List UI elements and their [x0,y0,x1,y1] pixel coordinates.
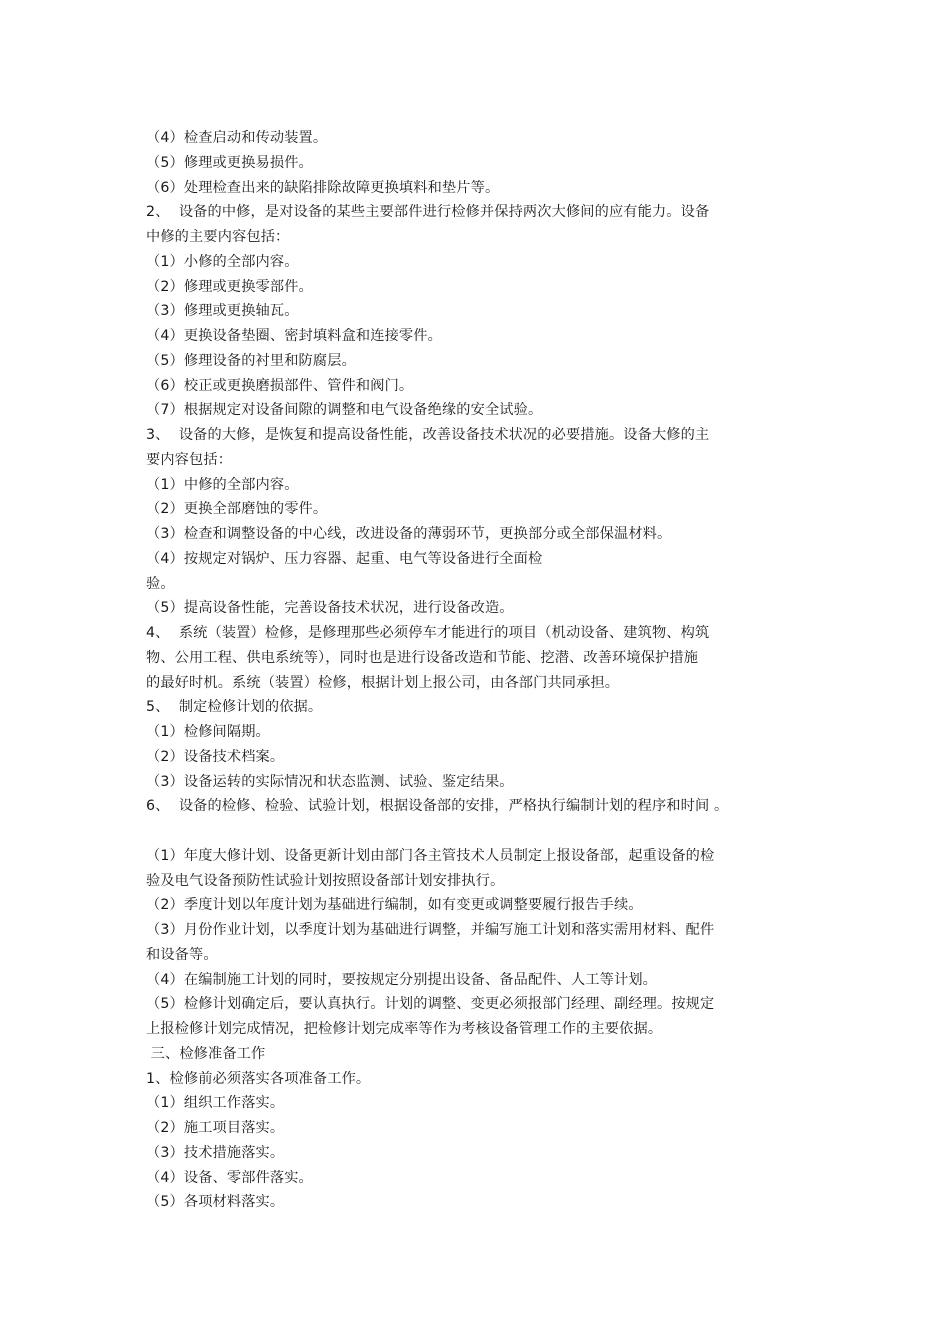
text-line: （4）更换设备垫圈、密封填料盒和连接零件。 [146,328,442,344]
text-line: （4）按规定对锅炉、压力容器、起重、电气等设备进行全面检 [146,550,543,567]
text-line: 上报检修计划完成情况，把检修计划完成率等作为考核设备管理工作的主要依据。 [146,1021,663,1037]
blank-line [146,819,818,844]
text-line: （3）检查和调整设备的中心线，改进设备的薄弱环节，更换部分或全部保温材料。 [146,526,672,542]
text-line: （1）中修的全部内容。 [146,476,299,493]
text-line: 5、 制定检修计划的依据。 [146,699,323,716]
text-line: （3）设备运转的实际情况和状态监测、试验、鉴定结果。 [146,773,514,790]
text-line: 三、检修准备工作 [146,1045,266,1062]
text-line: （7）根据规定对设备间隙的调整和电气设备绝缘的安全试验。 [146,402,543,419]
text-line: （3）修理或更换轴瓦。 [146,303,299,320]
text-line: （4）设备、零部件落实。 [146,1169,313,1186]
text-line: （1）小修的全部内容。 [146,253,299,270]
text-line: （2）更换全部磨蚀的零件。 [146,501,328,518]
text-line: 1、检修前必须落实各项准备工作。 [146,1070,371,1087]
text-line: 验及电气设备预防性试验计划按照设备部计划安排执行。 [146,872,505,889]
text-line: （1）检修间隔期。 [146,724,270,740]
text-line: （5）提高设备性能，完善设备技术状况，进行设备改造。 [146,600,514,617]
document-body [146,126,818,1215]
text-line: （2）季度计划以年度计划为基础进行编制，如有变更或调整要履行报告手续。 [146,897,643,914]
text-line: 4、 系统（装置）检修，是修理那些必须停车才能进行的项目（机动设备、建筑物、构筑 [146,625,710,641]
text-line: （4）检查启动和传动装置。 [146,130,328,146]
text-line: （2）修理或更换零部件。 [146,278,313,295]
text-line: （3）技术措施落实。 [146,1144,285,1161]
text-line: （3）月份作业计划，以季度计划为基础进行调整，并编写施工计划和落实需用材料、配件 [146,922,715,938]
text-line: （4）在编制施工计划的同时，要按规定分别提出设备、备品配件、人工等计划。 [146,971,657,988]
text-line: 中修的主要内容包括： [146,229,290,245]
text-line: （6）校正或更换磨损部件、管件和阀门。 [146,377,414,394]
text-line: 和设备等。 [146,946,218,963]
text-line: （5）检修计划确定后，要认真执行。计划的调整、变更必须报部门经理、副经理。按规定 [146,996,715,1013]
text-line: （2）施工项目落实。 [146,1120,285,1136]
text-line: （5）各项材料落实。 [146,1194,285,1211]
text-line: （5）修理设备的衬里和防腐层。 [146,352,356,369]
text-line: （2）设备技术档案。 [146,748,285,765]
text-line: 的最好时机。系统（装置）检修，根据计划上报公司，由各部门共同承担。 [146,674,620,691]
text-line: （5）修理或更换易损件。 [146,154,313,171]
text-line: 物、公用工程、供电系统等），同时也是进行设备改造和节能、挖潜、改善环境保护措施 [146,649,699,666]
text-line: （6）处理检查出来的缺陷排除故障更换填料和垫片等。 [146,179,500,196]
text-line: 验。 [146,575,175,592]
text-line: （1）年度大修计划、设备更新计划由部门各主管技术人员制定上报设备部，起重设备的检 [146,847,715,864]
text-line: （1）组织工作落实。 [146,1095,285,1112]
text-line: 2、 设备的中修，是对设备的某些主要部件进行检修并保持两次大修间的应有能力。设备 [146,204,710,221]
text-line: 6、 设备的检修、检验、试验计划，根据设备部的安排，严格执行编制计划的程序和时间 。 [146,798,729,815]
text-line: 3、 设备的大修，是恢复和提高设备性能，改善设备技术状况的必要措施。设备大修的主 [146,427,710,443]
text-line: 要内容包括： [146,451,233,468]
